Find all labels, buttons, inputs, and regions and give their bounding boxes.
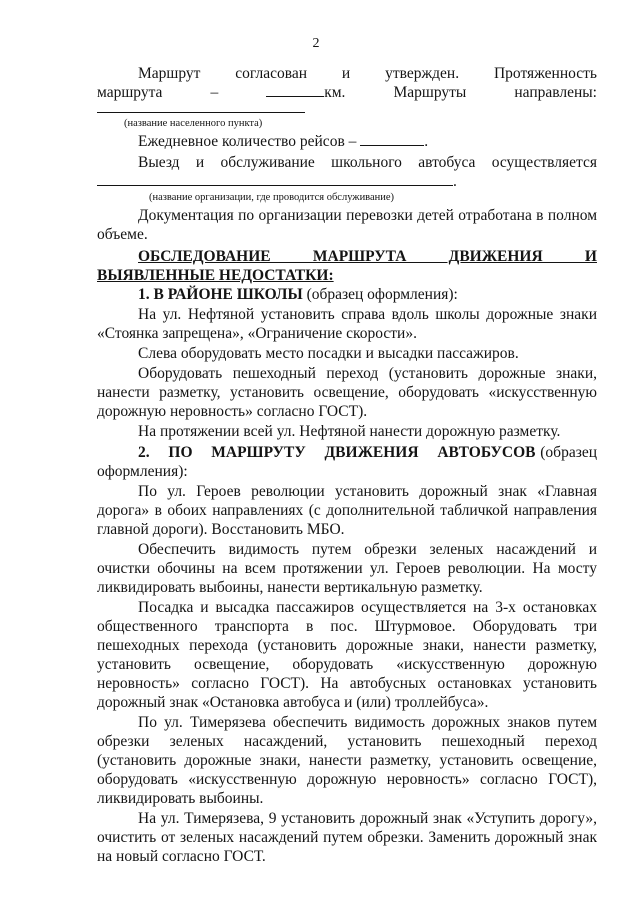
trips-blank [360,132,424,146]
section-1-paragraph: На протяжении всей ул. Нефтяной нанести дорожную разметку. [138,423,561,440]
section-2-paragraph: По ул. Тимерязева обеспечить видимость дорожных знаков путем обрезки зеленых насаждений, установить пешеходный переход (установить дорожные знаки, нанести разметку, установить освещение, оборудовать «искусственную дорожную неровность» согласно ГОСТ), ликвидировать выбоины. [97,714,597,807]
daily-trips-line [97,132,597,151]
org-blank-line [97,172,597,191]
section-1-paragraph: Слева оборудовать место посадки и высадки пассажиров. [138,345,519,362]
route-word: маршрута [97,84,163,101]
section-1-paragraph: На ул. Нефтяной установить справа вдоль школы дорожные знаки «Стоянка запрещена», «Ограничение скорости». [97,306,597,342]
org-blank [97,172,453,186]
section-1-heading [97,285,597,304]
route-approved-line: Маршрут согласован и утвержден. Протяженность [138,65,597,82]
settlement-blank [97,102,305,113]
survey-heading: ОБСЛЕДОВАНИЕ МАРШРУТА ДВИЖЕНИЯ И ВЫЯВЛЕННЫЕ НЕДОСТАТКИ: [97,248,597,284]
section-2-paragraph: По ул. Героев революции установить дорожный знак «Главная дорога» в обоих направлениях (с дополнительной табличкой направления главной дороги). Восстановить МБО. [97,483,597,538]
section-2-paragraph: Обеспечить видимость путем обрезки зеленых насаждений и очистки обочины на всем протяжении ул. Героев революции. На мосту ликвидировать выбоины, нанести вертикальную разметку. [97,541,597,596]
length-blank [266,83,324,97]
daily-trips-text: Ежедневное количество рейсов – [138,133,357,150]
docs-paragraph: Документация по организации перевозки детей отработана в полном объеме. [97,207,597,243]
route-length-line [97,83,597,102]
bus-service-line: Выезд и обслуживание школьного автобуса осуществляется [138,154,597,171]
section-2-paragraph: Посадка и высадка пассажиров осуществляется на 3-х остановках общественного транспорта в пос. Штурмовое. Оборудовать три пешеходных перехода (установить дорожные знаки, нанести разметку, установить освещение, оборудовать «искусственную дорожную неровность» согласно ГОСТ). На автобусных остановках установить дорожный знак «Остановка автобуса и (или) троллейбуса». [97,599,597,711]
settlement-caption: (название населенного пункта) [124,118,263,129]
section-2-title: 2. ПО МАРШРУТУ ДВИЖЕНИЯ АВТОБУСОВ [138,444,536,461]
section-1-title: 1. В РАЙОНЕ ШКОЛЫ [138,286,303,303]
section-2-heading [97,443,597,481]
section-2-note: (образец оформления): [97,444,597,480]
length-field [266,83,345,102]
org-caption: (название организации, где проводится обслуживание) [149,192,395,203]
org-end: . [453,173,457,190]
section-1-note: (образец оформления): [302,286,458,303]
section-2-paragraph: На ул. Тимерязева, 9 установить дорожный знак «Уступить дорогу», очистить от зеленых насаждений путем обрезки. Заменить дорожный знак на новый согласно ГОСТ. [97,810,597,865]
trips-end: . [424,133,429,150]
routes-word: Маршруты [393,84,467,101]
km-unit: км. [324,84,346,101]
dash: – [210,84,219,101]
section-1-paragraph: Оборудовать пешеходный переход (установить дорожные знаки, нанести разметку, установить освещение, оборудовать «искусственную дорожную неровность» согласно ГОСТ). [97,365,597,420]
page-number: 2 [312,36,320,51]
directed-word: направлены: [514,84,597,101]
document-body [97,64,597,866]
